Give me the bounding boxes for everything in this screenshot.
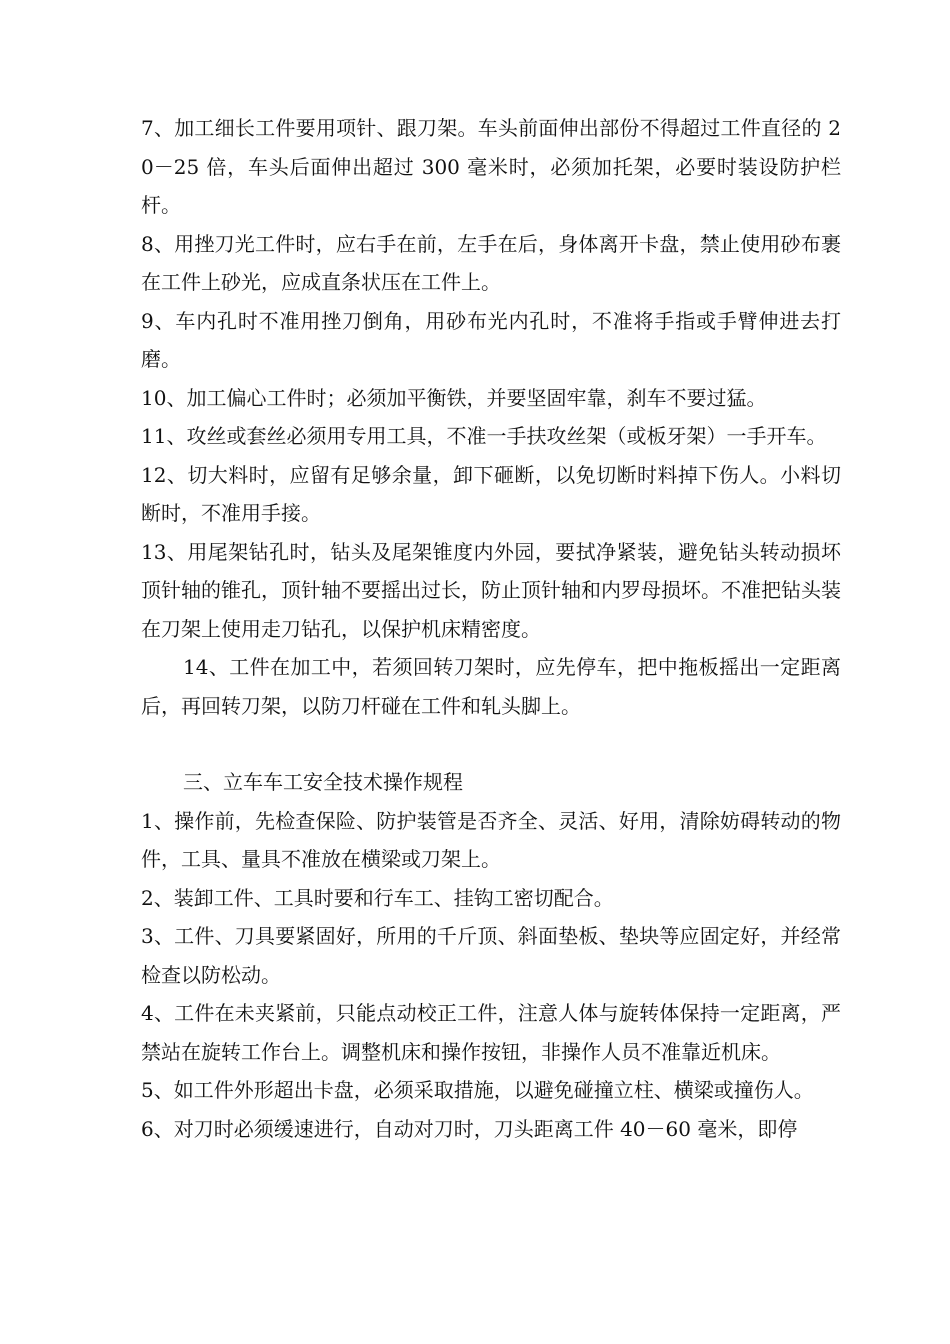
paragraph-item-8: 8、用挫刀光工件时，应右手在前，左手在后，身体离开卡盘，禁止使用砂布裹在工件上砂光，应成直条状压在工件上。 [141, 231, 841, 294]
section-spacer [141, 725, 841, 763]
section3-item-6: 6、对刀时必须缓速进行，自动对刀时，刀头距离工件 40－60 毫米，即停 [141, 1116, 798, 1141]
paragraph-item-13: 13、用尾架钻孔时，钻头及尾架锥度内外园，要拭净紧装，避免钻头转动损坏顶针轴的锥孔，顶针轴不要摇出过长，防止顶针轴和内罗母损坏。不准把钻头装在刀架上使用走刀钻孔，以保护机床精密度。 [141, 539, 841, 641]
paragraph-item-12: 12、切大料时，应留有足够余量，卸下砸断，以免切断时料掉下伤人。小料切断时，不准用手接。 [141, 462, 841, 525]
section-heading: 三、立车车工安全技术操作规程 [183, 770, 463, 794]
document-body [141, 109, 841, 1148]
section3-item-2: 2、装卸工件、工具时要和行车工、挂钩工密切配合。 [141, 885, 614, 910]
paragraph-item-10: 10、加工偏心工件时；必须加平衡铁，并要坚固牢靠，刹车不要过猛。 [141, 385, 767, 410]
section3-item-4: 4、工件在未夹紧前，只能点动校正工件，注意人体与旋转体保持一定距离，严禁站在旋转工作台上。调整机床和操作按钮，非操作人员不准靠近机床。 [141, 1001, 841, 1064]
paragraph-item-7: 7、加工细长工件要用项针、跟刀架。车头前面伸出部份不得超过工件直径的 20－25 倍，车头后面伸出超过 300 毫米时，必须加托架，必要时装设防护栏杆。 [141, 116, 841, 217]
paragraph-item-11: 11、攻丝或套丝必须用专用工具，不准一手扶攻丝架（或板牙架）一手开车。 [141, 424, 827, 448]
section3-item-1: 1、操作前，先检查保险、防护装管是否齐全、灵活、好用，清除妨碍转动的物件，工具、量具不准放在横梁或刀架上。 [141, 808, 841, 871]
paragraph-item-9: 9、车内孔时不准用挫刀倒角，用砂布光内孔时，不准将手指或手臂伸进去打磨。 [141, 308, 841, 371]
section3-item-5: 5、如工件外形超出卡盘，必须采取措施，以避免碰撞立柱、横梁或撞伤人。 [141, 1078, 814, 1102]
section3-item-3: 3、工件、刀具要紧固好，所用的千斤顶、斜面垫板、垫块等应固定好，并经常检查以防松动。 [141, 924, 841, 987]
paragraph-item-14: 14、工件在加工中，若须回转刀架时，应先停车，把中拖板摇出一定距离后，再回转刀架，以防刀杆碰在工件和轧头脚上。 [141, 655, 841, 718]
